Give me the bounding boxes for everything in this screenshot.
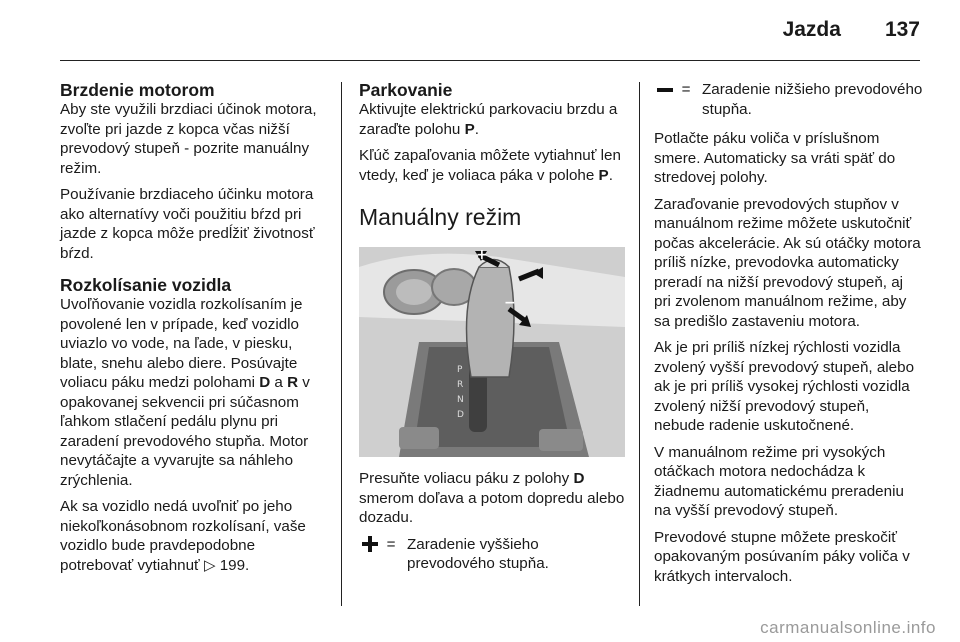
- svg-text:D: D: [457, 410, 464, 420]
- text: smerom doľava a potom dopredu alebo dozadu.: [359, 489, 625, 526]
- gear-r: R: [287, 374, 299, 391]
- watermark: carmanualsonline.info: [760, 618, 936, 637]
- text: Presuňte voliacu páku z polohy: [359, 470, 574, 487]
- gear-p: P: [464, 120, 475, 138]
- section-title-rocking: Rozkolísanie vozidla: [60, 275, 232, 295]
- page-reference-icon: ▷: [203, 556, 216, 574]
- paragraph: Ak je pri príliš nízkej rýchlosti vozidla zvolený vyšší prevodový stupeň, alebo ak je pri príliš vysokej rýchlosti vozidla zvolený nižší prevodový stupeň, nebude radenie uskutočnené.: [654, 339, 915, 434]
- column-3: [654, 80, 924, 593]
- plus-icon: [359, 535, 381, 554]
- page-reference[interactable]: 199.: [215, 556, 250, 574]
- text: Ak sa vozidlo nedá uvoľniť po jeho niekoľkonásobnom rozkolísaní, vaše vozidlo bude pravdepodobne potrebovať vytiahnuť: [60, 498, 306, 574]
- paragraph: V manuálnom režime pri vysokých otáčkach motora nedochádza k žiadnemu automatickému preradeniu na vyšší prevodový stupeň.: [654, 443, 904, 519]
- figure-minus-label: −: [504, 295, 516, 311]
- gear-p: P: [598, 166, 609, 184]
- svg-text:N: N: [457, 395, 464, 405]
- svg-text:P: P: [457, 365, 463, 375]
- gear-selector-illustration: [359, 247, 625, 457]
- equals-sign: =: [681, 81, 691, 98]
- paragraph: [359, 469, 625, 528]
- upshift-text: Zaradenie vyššieho prevodového stupňa.: [407, 535, 549, 572]
- section-parking: [359, 80, 625, 185]
- section-title-manual-mode: Manuálny režim: [359, 204, 522, 230]
- equals-sign: =: [386, 535, 396, 553]
- section-engine-braking: [60, 80, 328, 263]
- section-title: Jazda: [782, 18, 841, 41]
- minus-icon: [654, 80, 676, 99]
- paragraph: [359, 100, 625, 139]
- paragraph: Prevodové stupne môžete preskočiť opakovaným posúvaním páky voliča v krátkych intervaloch.: [654, 528, 910, 585]
- section-title-engine-braking: Brzdenie motorom: [60, 80, 215, 100]
- figure-plus-label: +: [476, 247, 488, 263]
- column-divider-1: [341, 82, 342, 606]
- gear-d: D: [573, 470, 585, 487]
- paragraph: [359, 146, 625, 185]
- text: .: [474, 120, 479, 138]
- header-rule: [60, 60, 920, 61]
- paragraph: Zaraďovanie prevodových stupňov v manuálnom režime môžete uskutočniť počas akcelerácie. Ak sú otáčky motora príliš nízke, prevodovka automaticky preradí na nižší prevodový stupeň, aj pri zvolenom manuálnom režime, aby sa predišlo zastaveniu motora.: [654, 195, 921, 330]
- downshift-text: Zaradenie nižšieho prevodového stupňa.: [702, 81, 923, 118]
- column-1: [60, 80, 328, 582]
- paragraph: Potlačte páku voliča v príslušnom smere. Automaticky sa vráti späť do stredovej polohy.: [654, 130, 896, 186]
- paragraph: [60, 497, 328, 575]
- gear-d: D: [259, 374, 271, 391]
- paragraph: Používanie brzdiaceho účinku motora ako alternatívy voči použitiu bŕzd pri jazde z kopca môže predĺžiť životnosť bŕzd.: [60, 186, 315, 262]
- definition-downshift: [654, 80, 924, 119]
- column-divider-2: [639, 82, 640, 606]
- gear-lever-drawing: [359, 247, 625, 457]
- text: Uvoľňovanie vozidla rozkolísaním je povolené len v prípade, keď vozidlo uviazlo vo vode, na ľade, v piesku, blate, snehu alebo diere. Posúvajte voliacu páku medzi polohami: [60, 296, 303, 391]
- text: Aktivujte elektrickú parkovaciu brzdu a zaraďte polohu: [359, 101, 618, 138]
- page-header: [783, 18, 920, 42]
- definition-upshift: [359, 535, 625, 574]
- paragraph: Aby ste využili brzdiaci účinok motora, zvoľte pri jazde z kopca včas nižší prevodový stupeň - pozrite manuálny režim.: [60, 101, 317, 177]
- text: .: [608, 166, 613, 184]
- page-number: 137: [884, 18, 920, 41]
- svg-text:R: R: [457, 380, 464, 390]
- section-rocking: [60, 275, 328, 575]
- text: a: [270, 374, 288, 391]
- paragraph: [60, 295, 328, 490]
- text: Kľúč zapaľovania môžete vytiahnuť len vtedy, keď je voliaca páka v polohe: [359, 147, 621, 184]
- section-title-parking: Parkovanie: [359, 80, 453, 100]
- text: v opakovanej sekvencii pri súčasnom ľahkom stlačení pedálu plynu pri zaradení prevodového stupňa. Motor nevytáčajte a vyvarujte sa náhleho zrýchlenia.: [60, 374, 310, 489]
- column-2: [359, 80, 625, 584]
